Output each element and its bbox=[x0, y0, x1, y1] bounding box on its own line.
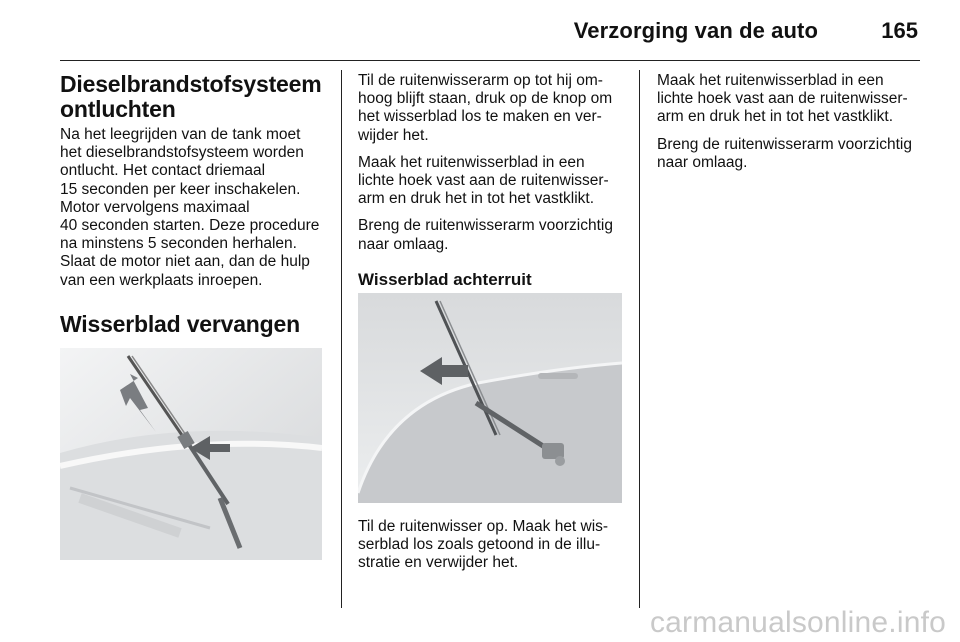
running-header-title: Verzorging van de auto bbox=[573, 18, 818, 43]
column-2 bbox=[358, 72, 628, 290]
paragraph-attach-blade-rear: Maak het ruitenwisserblad in een lichte hoek vast aan de ruitenwisser- arm en druk het in tot het vastklikt. bbox=[657, 72, 908, 126]
section-heading-rear-wiper: Wisserblad achterruit bbox=[358, 269, 532, 289]
figure-windscreen-wiper bbox=[60, 348, 322, 560]
figure-rear-wiper bbox=[358, 293, 622, 503]
rear-wiper-caption: Til de ruitenwisser op. Maak het wis- serblad los zoals getoond in de illu- stratie en verwijder het. bbox=[358, 518, 609, 572]
paragraph-attach-blade: Maak het ruitenwisserblad in een lichte hoek vast aan de ruitenwisser- arm en druk het in tot het vastklikt. bbox=[358, 153, 609, 208]
paragraph-lift-arm: Til de ruitenwisserarm op tot hij om- hoog blijft staan, druk op de knop om het wisserblad los te maken en ver- wijder het. bbox=[358, 72, 613, 144]
column-1 bbox=[60, 72, 330, 337]
paragraph-lower-arm: Breng de ruitenwisserarm voorzichtig naar omlaag. bbox=[358, 217, 613, 253]
paragraph-diesel: Na het leegrijden van de tank moet het dieselbrandstofsysteem worden ontlucht. Het contact driemaal 15 seconden per keer inschakelen. Motor vervolgens maximaal 40 seconden starten. Deze procedure na minstens 5 seconden herhalen. Slaat de motor niet aan, dan de hulp van een werkplaats inroepen. bbox=[60, 126, 320, 289]
site-watermark: carmanualsonline.info bbox=[649, 606, 946, 639]
header-rule bbox=[60, 60, 920, 61]
paragraph-lower-arm-rear: Breng de ruitenwisserarm voorzichtig naar omlaag. bbox=[657, 135, 912, 171]
section-heading-diesel: Dieselbrandstofsysteem ontluchten bbox=[60, 71, 322, 122]
column-3 bbox=[657, 72, 927, 181]
page-number: 165 bbox=[881, 18, 918, 43]
column-divider-1 bbox=[341, 70, 342, 608]
section-heading-wiper: Wisserblad vervangen bbox=[60, 310, 300, 337]
column-divider-2 bbox=[639, 70, 640, 608]
